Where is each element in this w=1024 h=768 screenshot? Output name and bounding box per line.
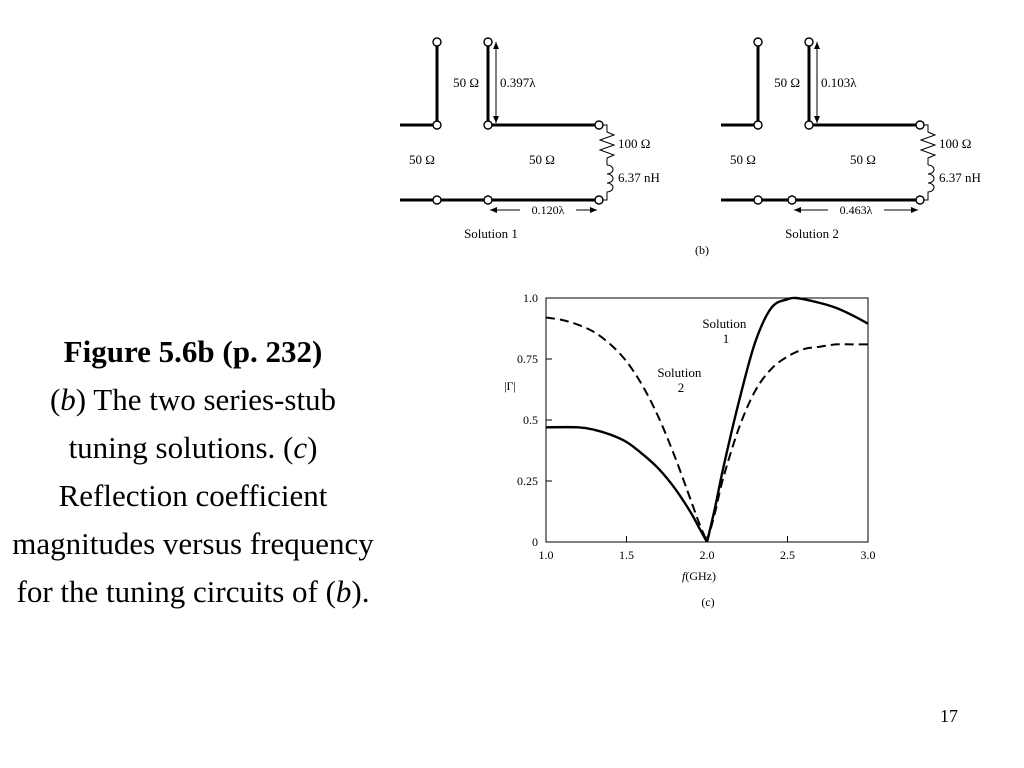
series-label-line: Solution	[702, 316, 747, 331]
load-resistance-label: 100 Ω	[939, 136, 972, 151]
load-node	[595, 121, 603, 129]
load-resistor	[920, 125, 935, 165]
x-tick-label: 3.0	[860, 548, 876, 562]
junction-node	[754, 121, 762, 129]
caption-c-open: (	[283, 430, 294, 465]
caption-b-text: ) The two series-stub tuning solutions.	[68, 382, 337, 465]
left-line-impedance-label: 50 Ω	[730, 152, 756, 167]
stub-length-label: 0.397λ	[500, 75, 536, 90]
caption-body	[8, 376, 378, 616]
series-label-solution-2	[657, 365, 704, 395]
junction-node	[754, 196, 762, 204]
y-axis-label: |Γ|	[504, 379, 516, 393]
load-inductor	[599, 165, 613, 200]
caption-b-open: (	[49, 382, 61, 417]
panel-label-b: (b)	[695, 243, 709, 257]
load-resistance-label: 100 Ω	[618, 136, 651, 151]
solution-name: Solution 1	[464, 226, 518, 241]
series-label-line: Solution	[657, 365, 702, 380]
junction-node	[484, 121, 492, 129]
caption-b-letter: b	[60, 382, 76, 417]
load-node	[916, 196, 924, 204]
caption-end-letter: b	[335, 574, 352, 609]
junction-node	[805, 121, 813, 129]
circuit-solution-1	[400, 38, 660, 241]
y-tick-label: 0.5	[523, 413, 538, 427]
x-tick-label: 2.5	[780, 548, 795, 562]
middle-line-impedance-label: 50 Ω	[850, 152, 876, 167]
figure-caption	[8, 328, 378, 616]
stub-open-node	[754, 38, 762, 46]
load-node	[595, 196, 603, 204]
load-resistor	[599, 125, 614, 165]
left-line-impedance-label: 50 Ω	[409, 152, 435, 167]
y-tick-label: 0.25	[517, 474, 538, 488]
circuit-solution-2	[721, 38, 981, 241]
solution-name: Solution 2	[785, 226, 839, 241]
stub-impedance-label: 50 Ω	[774, 75, 800, 90]
caption-title: Figure 5.6b (p. 232)	[63, 334, 323, 369]
reflection-chart	[490, 280, 890, 620]
distance-label: 0.463λ	[839, 203, 873, 217]
stub-length-label: 0.103λ	[821, 75, 857, 90]
junction-node	[433, 196, 441, 204]
y-tick-label: 0	[532, 535, 538, 549]
distance-label: 0.120λ	[531, 203, 565, 217]
load-inductance-label: 6.37 nH	[618, 170, 660, 185]
series-label-line: 2	[677, 380, 685, 395]
plot-frame	[546, 298, 868, 542]
stub-open-node	[484, 38, 492, 46]
x-axis-label	[682, 569, 716, 583]
series-label-solution-1	[702, 316, 749, 346]
junction-node	[788, 196, 796, 204]
panel-label-c: (c)	[701, 595, 715, 609]
series-line-solution-1	[546, 298, 868, 542]
caption-end-text: ).	[351, 574, 370, 609]
load-inductor	[920, 165, 934, 200]
x-axis-label-italic: f	[682, 569, 686, 583]
load-node	[916, 121, 924, 129]
x-tick-label: 2.0	[699, 548, 715, 562]
x-tick-label: 1.0	[538, 548, 554, 562]
circuit-diagram	[380, 20, 1020, 265]
page-number: 17	[940, 706, 958, 726]
middle-line-impedance-label: 50 Ω	[529, 152, 555, 167]
junction-node	[433, 121, 441, 129]
caption-c-letter: c	[293, 430, 308, 465]
junction-node	[484, 196, 492, 204]
series-layer	[546, 298, 868, 542]
load-inductance-label: 6.37 nH	[939, 170, 981, 185]
stub-open-node	[433, 38, 441, 46]
y-tick-label: 0.75	[517, 352, 538, 366]
stub-impedance-label: 50 Ω	[453, 75, 479, 90]
caption-c-text: ) Reflection coefficient magnitudes versus frequency for the tuning circuits of (	[12, 430, 374, 609]
x-tick-label: 1.5	[619, 548, 634, 562]
stub-open-node	[805, 38, 813, 46]
series-label-line: 1	[722, 331, 730, 346]
y-tick-label: 1.0	[523, 291, 538, 305]
x-axis-label-rest: (GHz)	[685, 569, 716, 583]
